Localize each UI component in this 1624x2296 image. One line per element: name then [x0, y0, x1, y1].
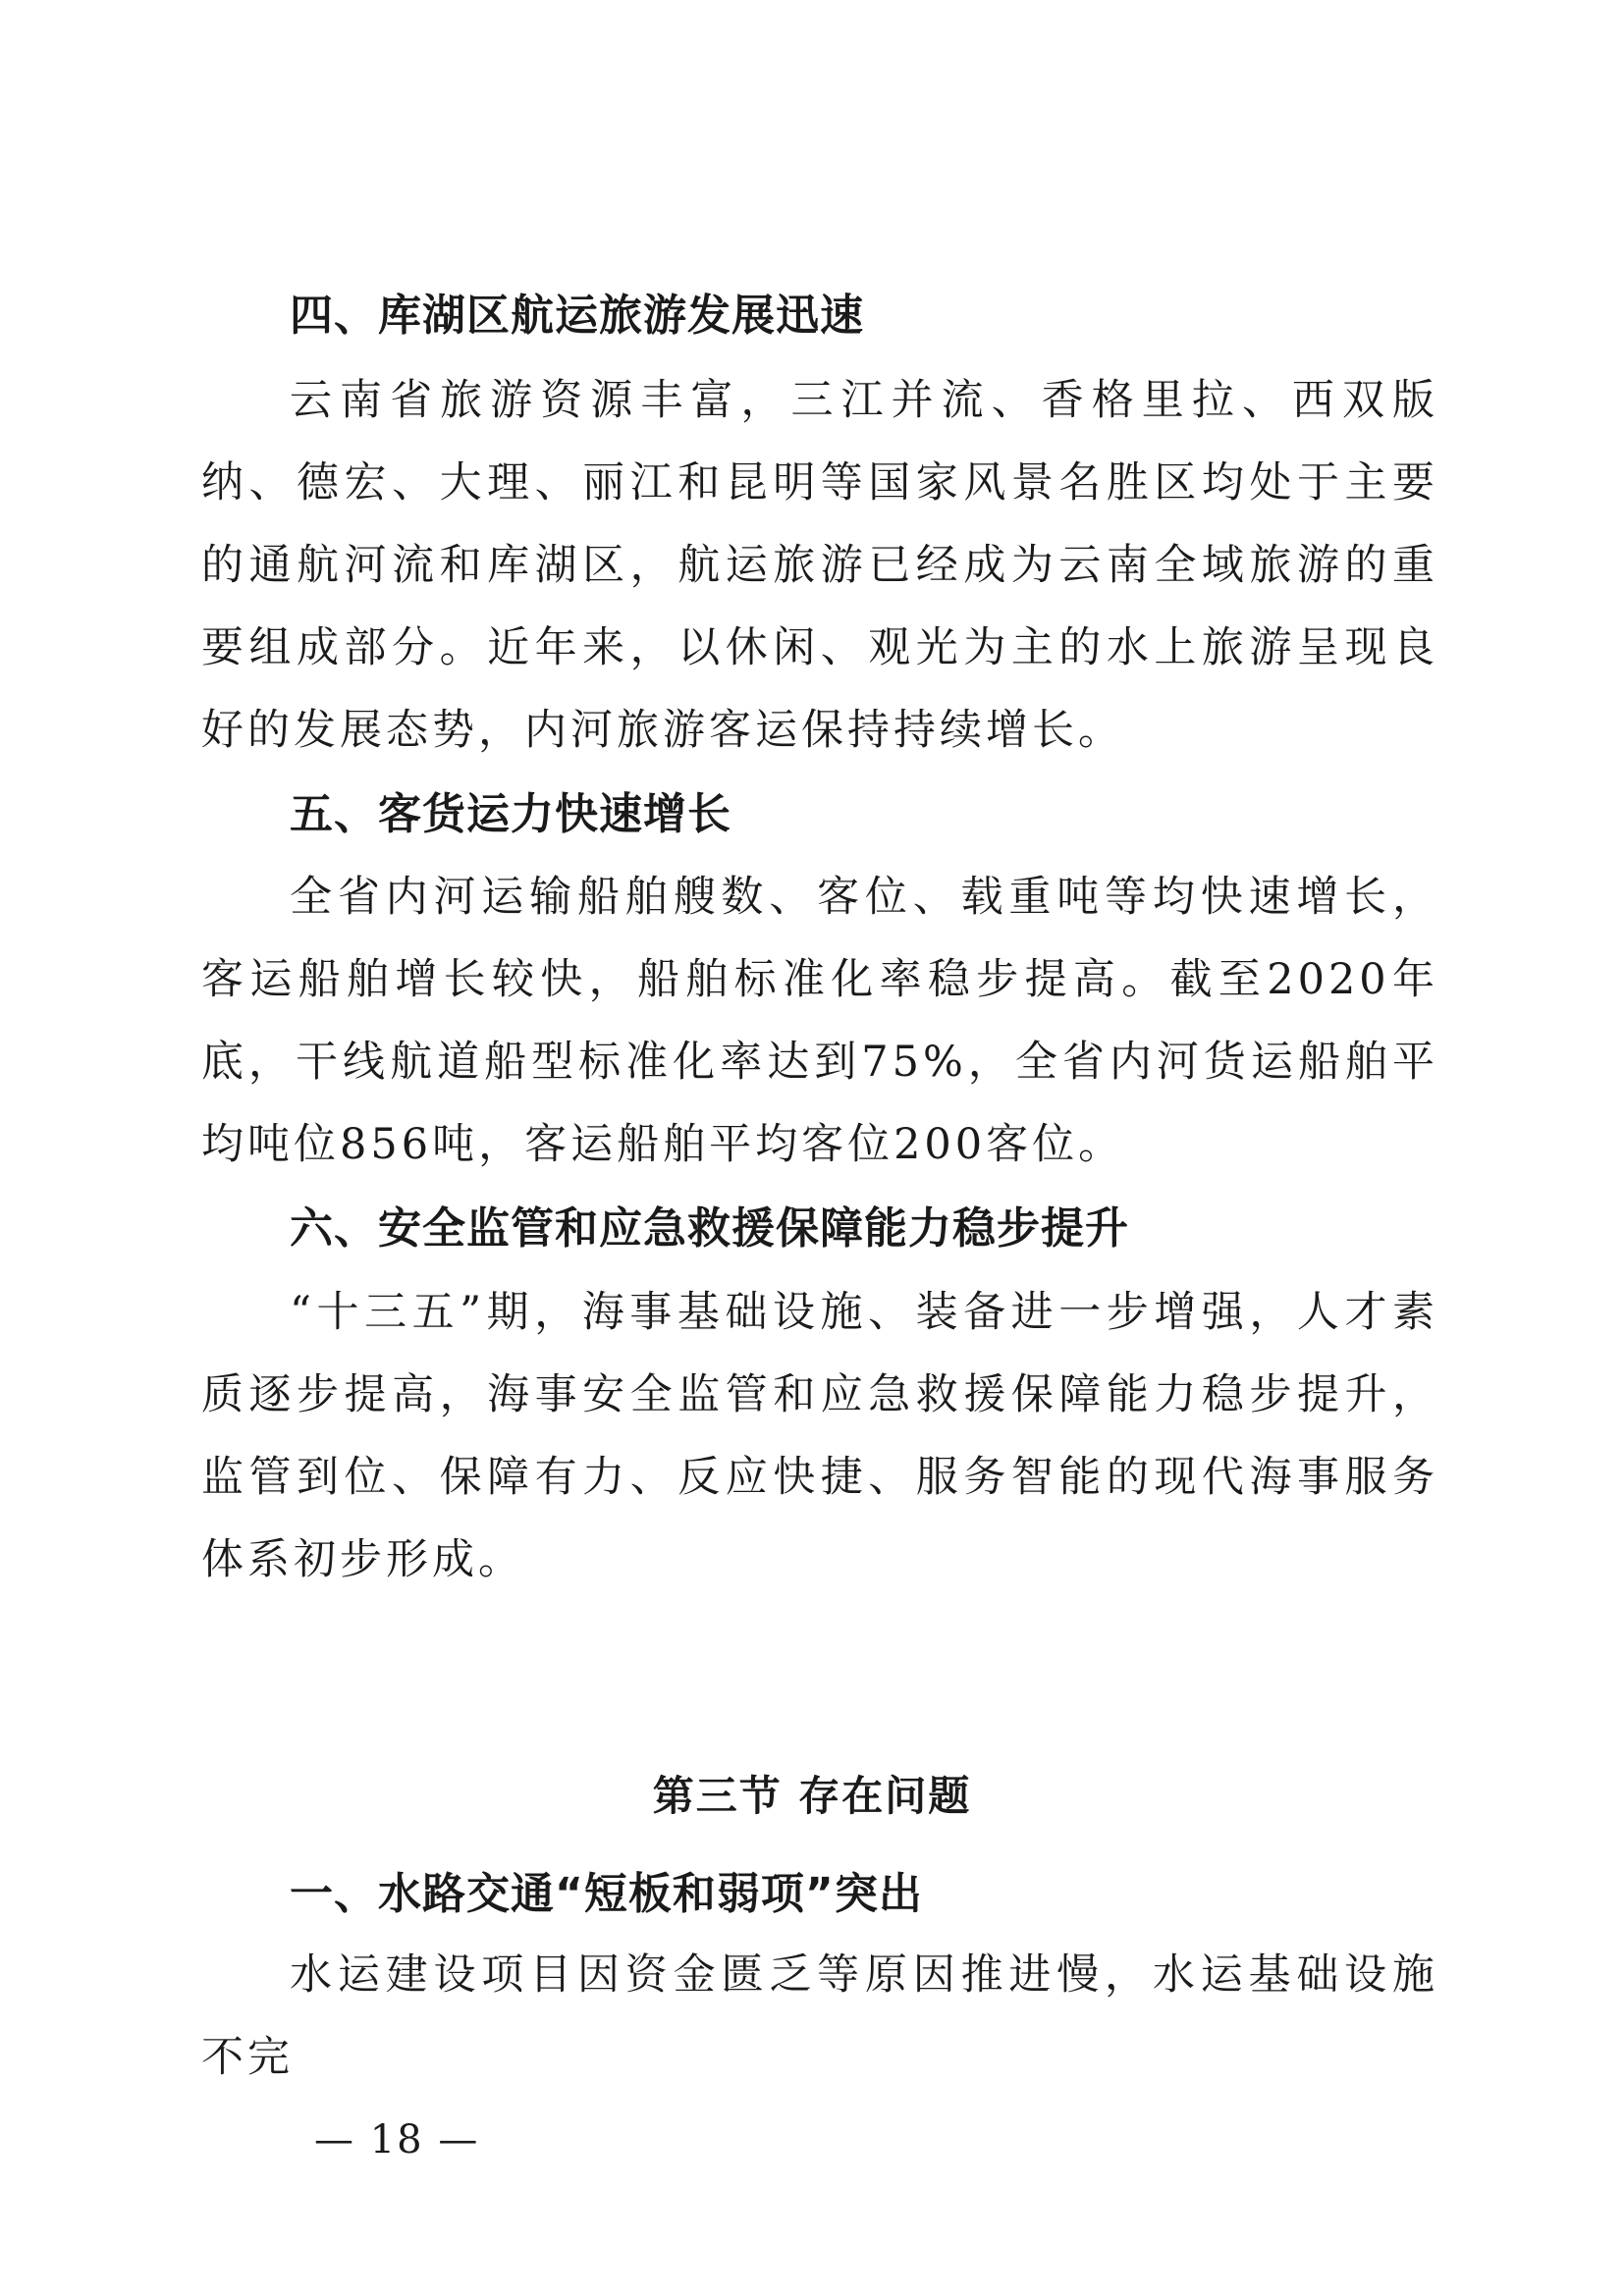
- section-heading-6: 六、安全监管和应急救援保障能力稳步提升: [290, 1203, 1129, 1254]
- section-body-5: 全省内河运输船舶艘数、客位、载重吨等均快速增长，客运船舶增长较快，船舶标准化率稳步提高。截至2020年底，干线航道船型标准化率达到75%，全省内河货运船舶平均吨位856吨，客运船舶平均客位200客位。: [201, 873, 1438, 1169]
- section-heading-1: 一、水路交通“短板和弱项”突出: [290, 1869, 923, 1919]
- chapter-title: 第三节 存在问题: [652, 1772, 972, 1820]
- section-body-1: 水运建设项目因资金匮乏等原因推进慢，水运基础设施不完: [201, 1950, 1438, 2082]
- section-heading-4: 四、库湖区航运旅游发展迅速: [290, 291, 864, 341]
- section-body-4: 云南省旅游资源丰富，三江并流、香格里拉、西双版纳、德宏、大理、丽江和昆明等国家风景名胜区均处于主要的通航河流和库湖区，航运旅游已经成为云南全域旅游的重要组成部分。近年来，以休闲、观光为主的水上旅游呈现良好的发展态势，内河旅游客运保持持续增长。: [201, 376, 1438, 755]
- section-heading-5: 五、客货运力快速增长: [290, 789, 731, 839]
- section-body-6: “十三五”期，海事基础设施、装备进一步增强，人才素质逐步提高，海事安全监管和应急救援保障能力稳步提升，监管到位、保障有力、反应快捷、服务智能的现代海事服务体系初步形成。: [201, 1288, 1438, 1584]
- page-number: — 18 —: [314, 2117, 480, 2163]
